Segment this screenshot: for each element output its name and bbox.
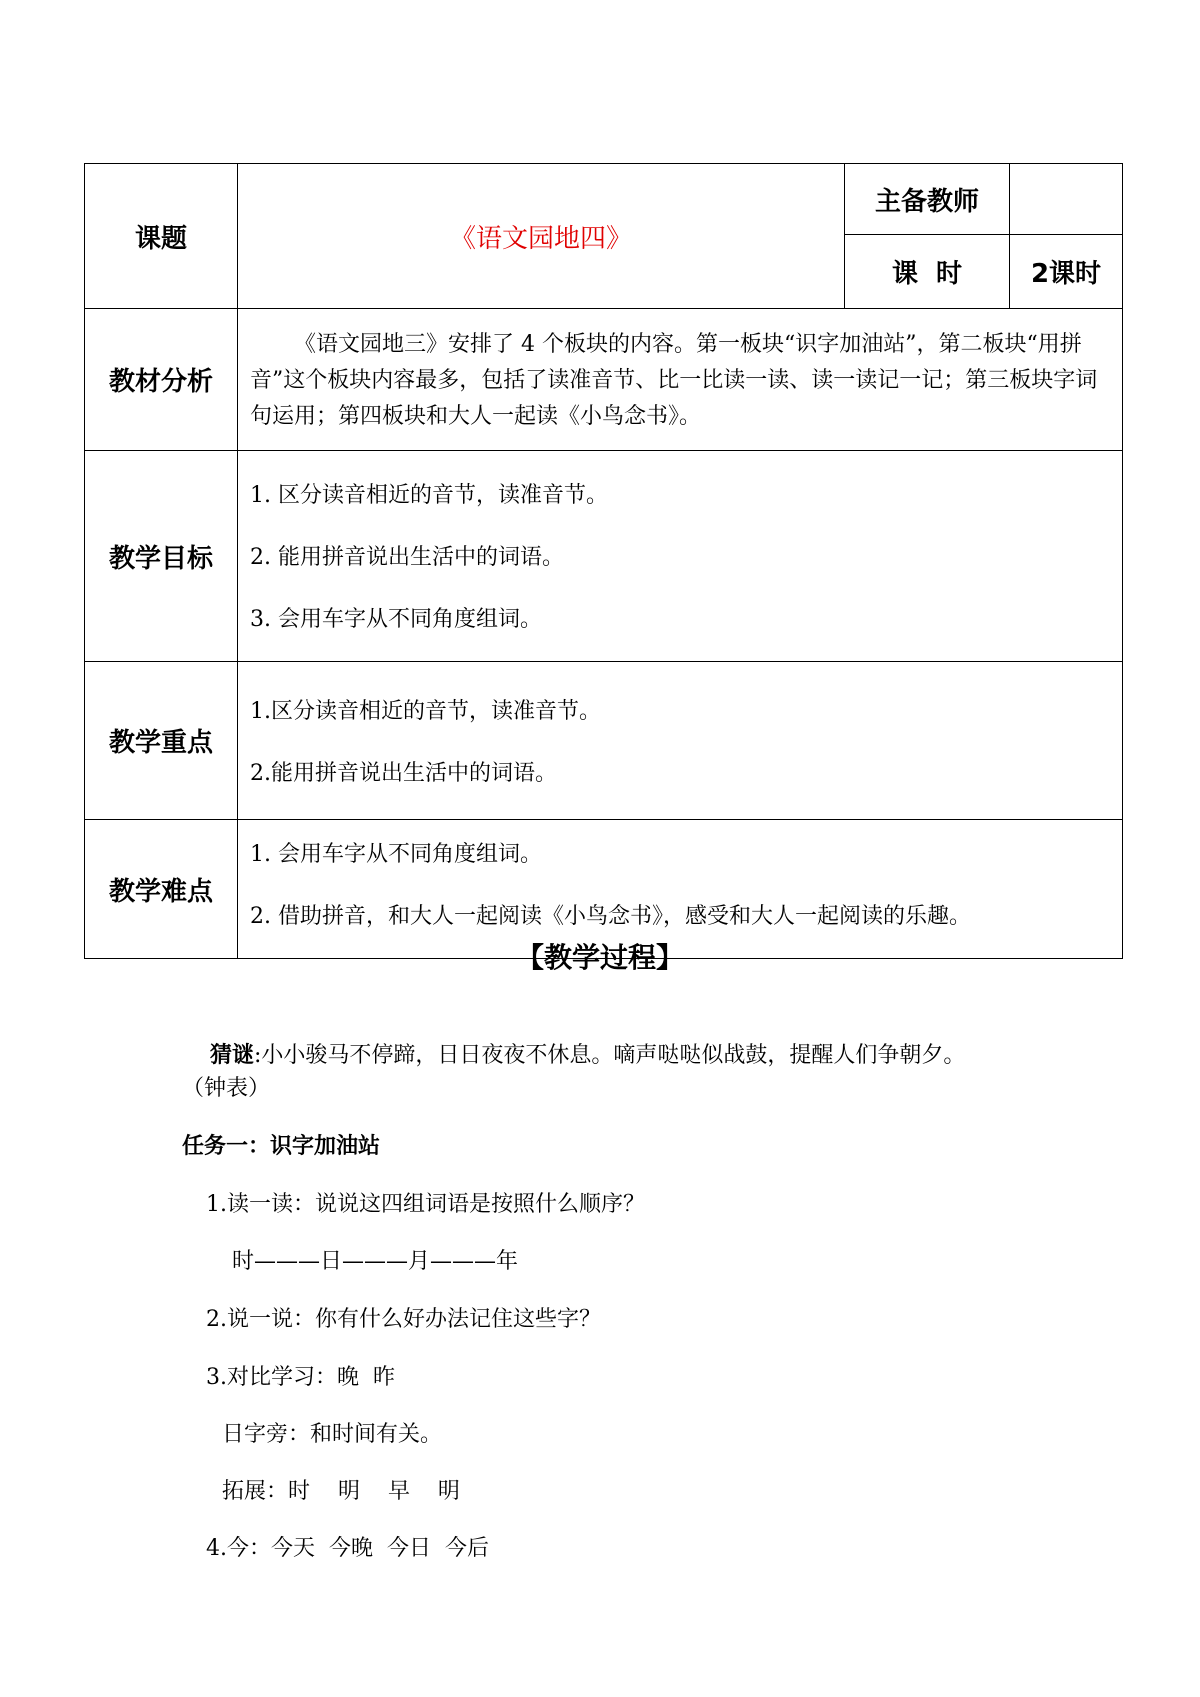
- riddle-text: :小小骏马不停蹄，日日夜夜不休息。嘀声哒哒似战鼓，提醒人们争朝夕。: [254, 1043, 966, 1068]
- keypoint-item: 2.能用拼音说出生活中的词语。: [250, 760, 557, 786]
- step-1: 1.读一读：说说这四组词语是按照什么顺序？: [206, 1192, 645, 1217]
- step-1-sequence: 时———日———月———年: [232, 1249, 519, 1274]
- analysis-text: 《语文园地三》安排了 4 个板块的内容。第一板块“识字加油站”，第二板块“用拼音”这个板块内容最多，包括了读准音节、比一比读一读、读一读记一记；第三板块字词句运用；第四板块和大人一起读《小鸟念书》。: [250, 331, 1098, 429]
- step-3-note: 日字旁：和时间有关。: [222, 1422, 443, 1447]
- riddle-answer: （钟表）: [182, 1076, 271, 1101]
- step-2: 2.说一说：你有什么好办法记住这些字？: [206, 1307, 601, 1332]
- goals-label: 教学目标: [85, 451, 238, 662]
- lesson-plan-table: [84, 163, 1123, 959]
- keypoints-label: 教学重点: [85, 662, 238, 820]
- topic-label: 课题: [85, 164, 238, 309]
- task1-title: 任务一：识字加油站: [182, 1134, 381, 1159]
- goals-cell: [238, 451, 1123, 662]
- keypoint-item: 1.区分读音相近的音节，读准音节。: [250, 698, 601, 724]
- difficulty-item: 1. 会用车字从不同角度组词。: [250, 842, 542, 867]
- step-3-expand: 拓展：时 明 早 明: [222, 1479, 460, 1504]
- goal-item: 1. 区分读音相近的音节，读准音节。: [250, 483, 608, 508]
- analysis-label: 教材分析: [85, 309, 238, 451]
- hours-label: 课 时: [845, 235, 1010, 309]
- goal-item: 3. 会用车字从不同角度组词。: [250, 607, 542, 632]
- analysis-cell: [238, 309, 1123, 451]
- topic-title: 《语文园地四》: [238, 164, 845, 309]
- difficulty-item: 2. 借助拼音，和大人一起阅读《小鸟念书》，感受和大人一起阅读的乐趣。: [250, 904, 971, 929]
- keypoints-cell: [238, 662, 1123, 820]
- riddle-line: [182, 1013, 965, 1094]
- process-heading: 【教学过程】: [515, 941, 684, 974]
- goal-item: 2. 能用拼音说出生活中的词语。: [250, 545, 564, 570]
- step-3: 3.对比学习：晚 昨: [206, 1365, 395, 1390]
- teacher-value: [1010, 164, 1123, 235]
- teacher-label: 主备教师: [845, 164, 1010, 235]
- step-4: 4.今：今天 今晚 今日 今后: [206, 1536, 489, 1561]
- difficulties-label: 教学难点: [85, 820, 238, 959]
- hours-value: 2课时: [1010, 235, 1123, 309]
- riddle-label: 猜谜: [209, 1043, 254, 1068]
